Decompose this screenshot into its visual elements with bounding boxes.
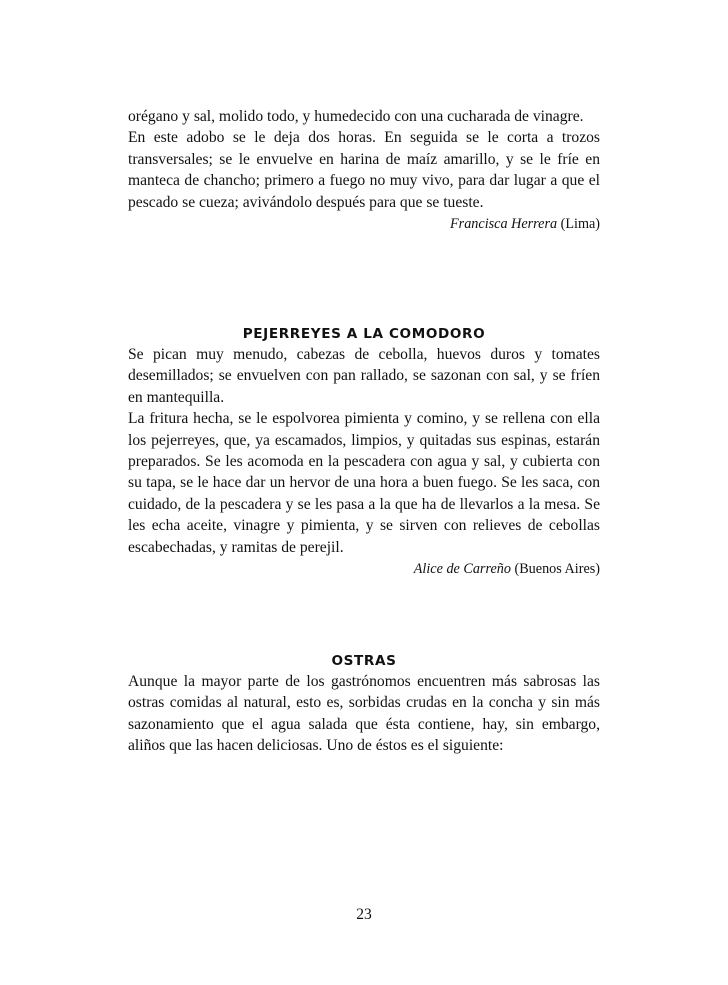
paragraph: orégano y sal, molido todo, y humedecido con una cucharada de vinagre. (128, 108, 584, 125)
recipe-pejerreyes (128, 324, 600, 579)
recipe-title: PEJERREYES A LA COMODORO (242, 326, 486, 342)
paragraph: En este adobo se le deja dos horas. En seguida se le corta a trozos transversales; se le envuelve en harina de maíz amarillo, y se le fríe en manteca de chancho; primero a fuego no muy vivo, para dar lugar a que el pescado se cueza; avivándolo después para que se tueste. (128, 129, 600, 211)
author-name: Francisca Herrera (450, 216, 558, 233)
author-place: (Buenos Aires) (514, 561, 600, 578)
paragraph: La fritura hecha, se le espolvorea pimienta y comino, y se rellena con ella los pejerreyes, que, ya escamados, limpios, y quitadas sus espinas, estarán preparados. Se les acomoda en la pescadera con agua y sal, y cubierta con su tapa, se le hace dar un hervor de una hora a buen fuego. Se les saca, con cuidado, de la pescadera y se les pasa a la que ha de llevarlos a la mesa. Se les echa aceite, vinagre y pimienta, y se sirven con relieves de cebollas escabechadas, y ramitas de perejil. (128, 410, 600, 556)
recipe-ostras (128, 651, 600, 757)
recipe-title: OSTRAS (331, 653, 397, 669)
author-place: (Lima) (560, 216, 600, 233)
paragraph: Se pican muy menudo, cabezas de cebolla, huevos duros y tomates desemillados; se envuelven con pan rallado, se sazonan con sal, y se fríen en mantequilla. (128, 346, 600, 406)
recipe-continuation (128, 106, 600, 234)
attribution (128, 214, 600, 234)
attribution (128, 559, 600, 579)
page-number: 23 (356, 906, 372, 923)
paragraph: Aunque la mayor parte de los gastrónomos encuentren más sabrosas las ostras comidas al natural, esto es, sorbidas crudas en la concha y sin más sazonamiento que el agua salada que ésta contiene, hay, sin embargo, aliños que las hacen deliciosas. Uno de éstos es el siguiente: (128, 673, 600, 755)
author-name: Alice de Carreño (413, 561, 511, 578)
